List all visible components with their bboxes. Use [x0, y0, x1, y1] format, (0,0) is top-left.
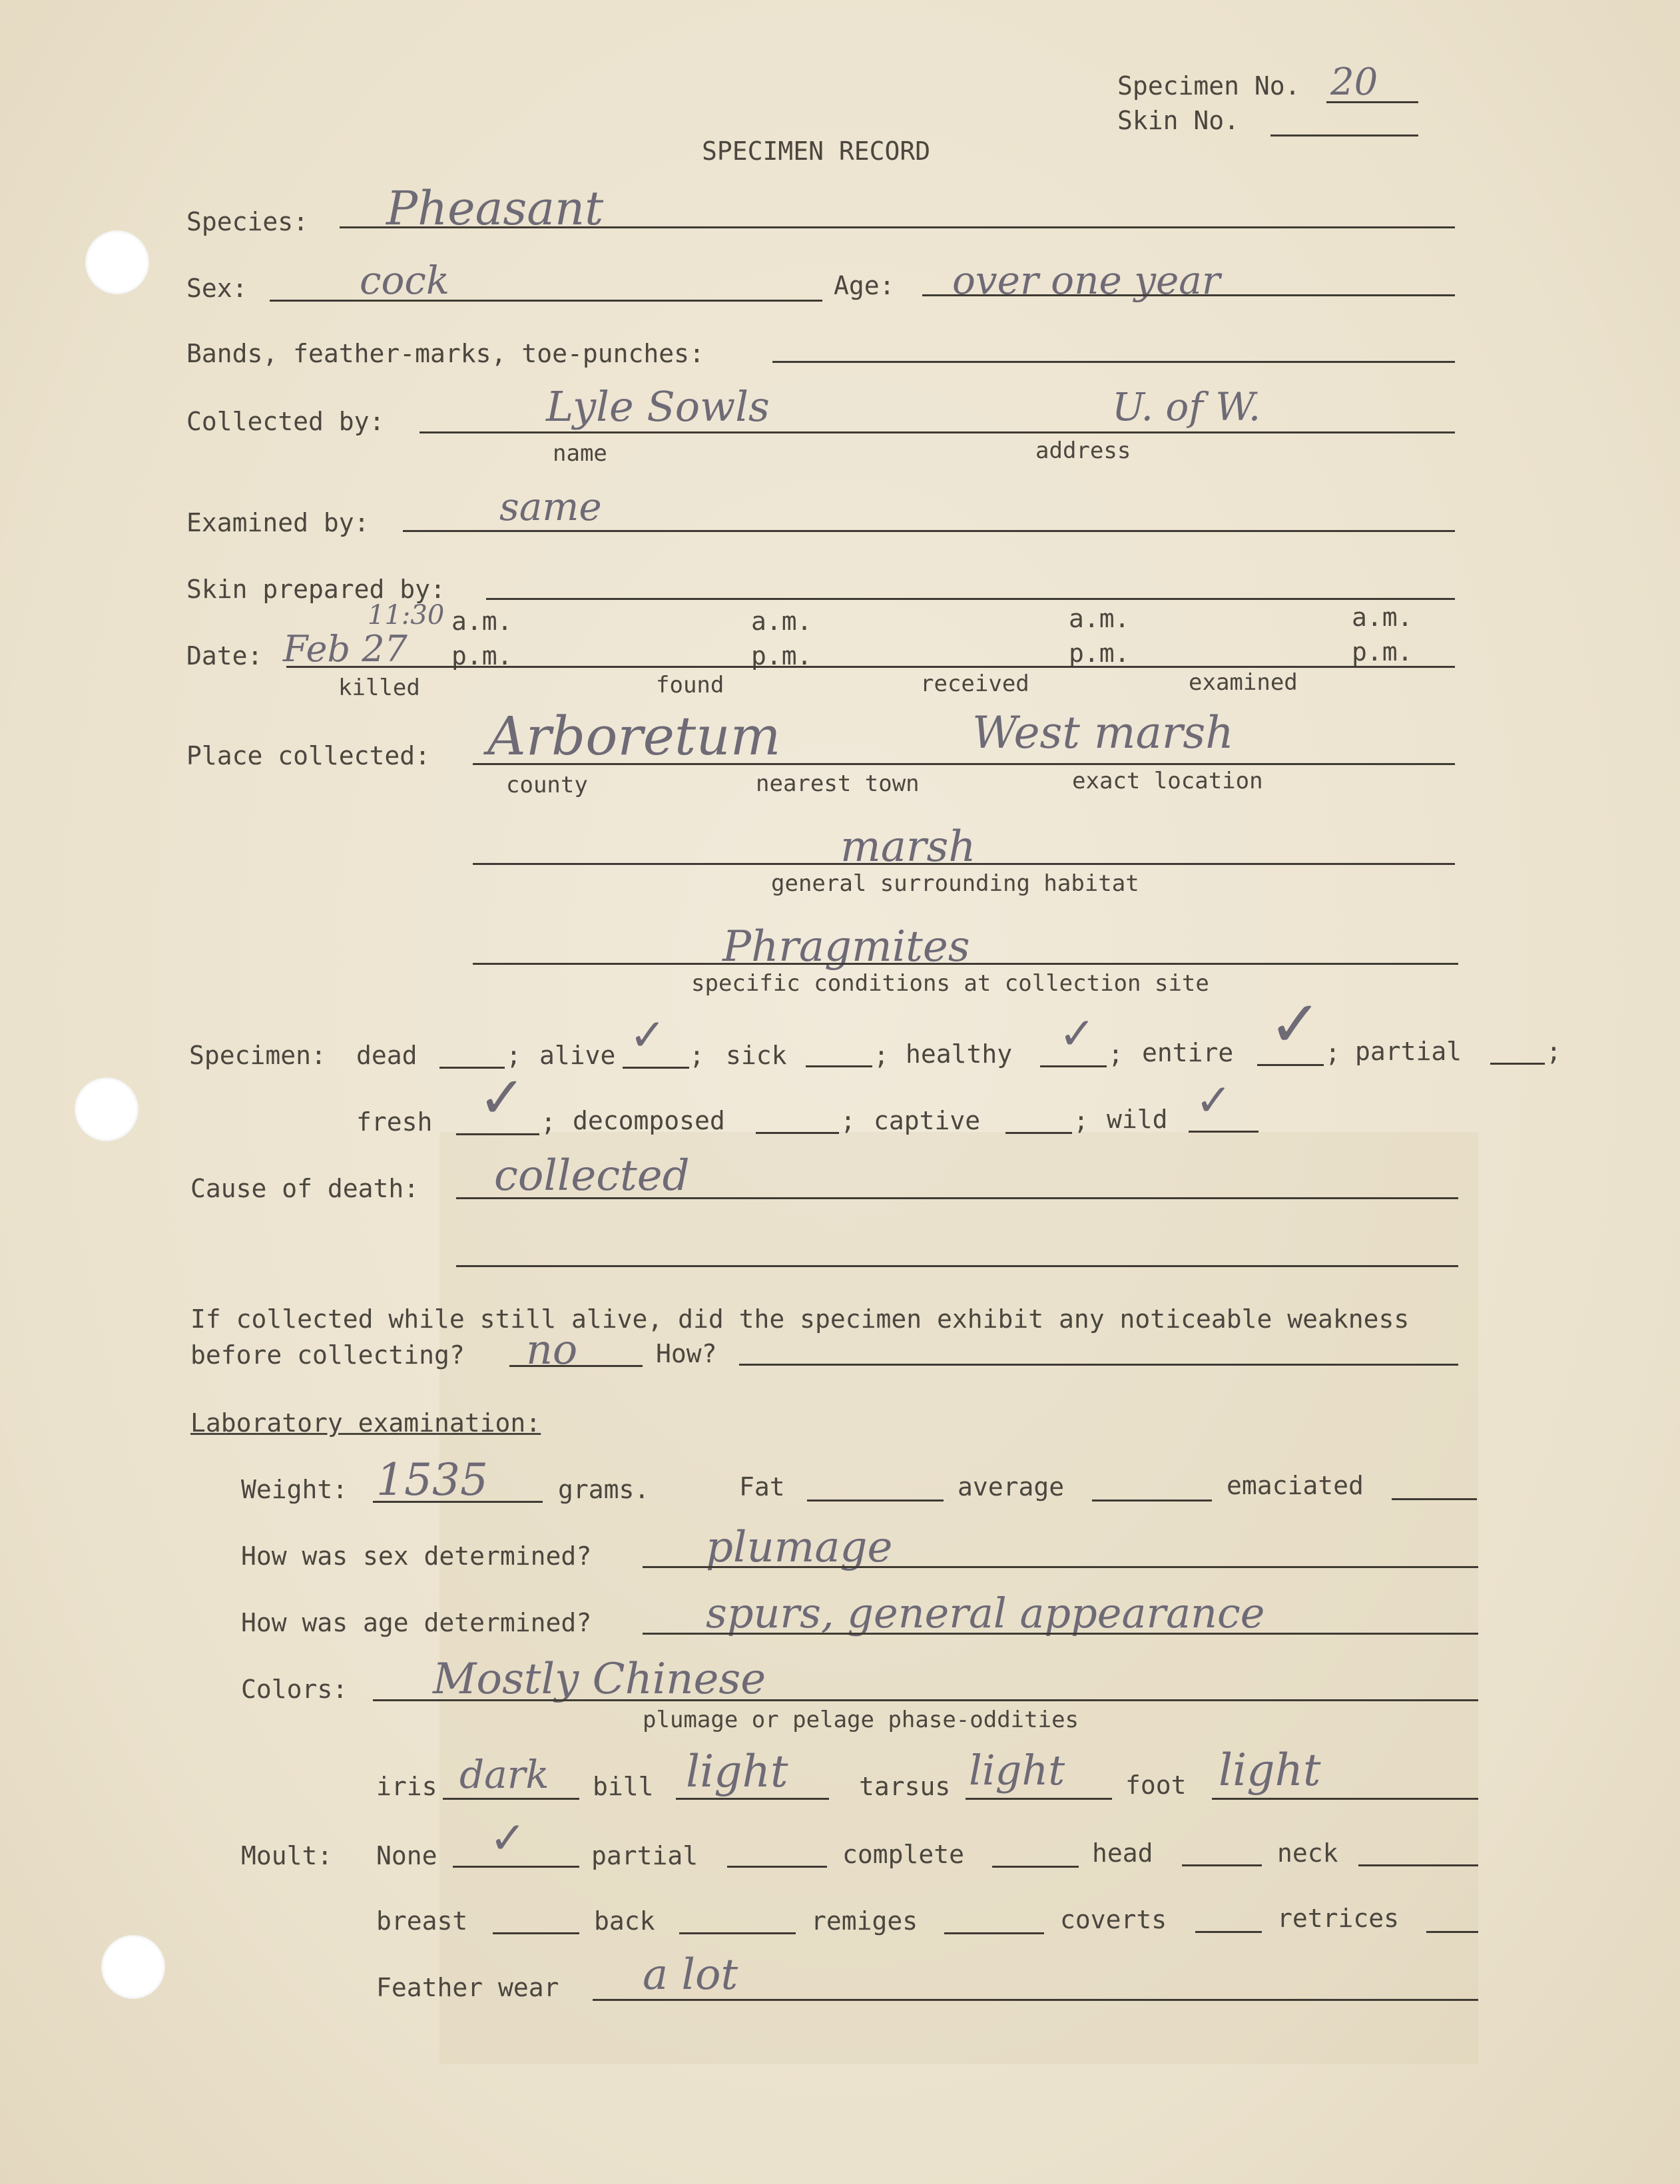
species-label: Species:: [186, 207, 309, 236]
skin-prepared-line: [486, 598, 1455, 600]
examined-caption: examined: [1189, 669, 1298, 696]
tarsus-label: tarsus: [859, 1772, 951, 1801]
examined-by-label: Examined by:: [186, 508, 370, 537]
sex-label: Sex:: [186, 274, 248, 303]
moult-label: Moult:: [241, 1841, 333, 1870]
colors-caption: plumage or pelage phase-oddities: [643, 1707, 1079, 1733]
moult-complete-label: complete: [842, 1840, 965, 1869]
feather-wear-line: [593, 1999, 1478, 2001]
age-line: [922, 294, 1455, 296]
am-label-4: a.m.: [1352, 603, 1413, 632]
sick-label: sick: [726, 1041, 787, 1070]
tarsus-line: [966, 1798, 1112, 1800]
am-label-2: a.m.: [751, 607, 812, 636]
skin-no-line: [1270, 135, 1418, 136]
collected-by-address: U. of W.: [1112, 384, 1261, 429]
specimen-record-sheet: Specimen No. 20 Skin No. SPECIMEN RECORD Species: Pheasant Sex: cock Age: over one year Bands, feather-marks, toe-punches: Collected by: Lyle Sowls U. of W. name address Examined by: same Skin prepared by: 11:30 a.m. a.m. a.m. a.m. Date: Feb 27 p.m. p.m. p.m. p.m. killed found received examined Place collected: Arboretum West marsh county nearest town exact location marsh general surrounding habitat Phragmites specific conditions at collection site Specimen: dead ; alive ✓ ; sick ; healthy ✓ ; entire ✓ ; partial ; fresh ✓ ; decomposed ; captive ; wild ✓ Cause of death: collected If collected while still alive, did the specimen exhibit any noticeable weakness before collecting? no How? Laboratory examination: Weight: 1535 grams. Fat average emaciated How was sex determined? plumage How was age determined? spurs, general appearance Colors: Mostly Chinese plumage or pelage phase-oddities iris dark bill light tarsus light foot light Moult: None ✓ partial complete head neck breast back remiges coverts retrices Feather wear a lot: [0, 0, 1680, 2184]
moult-neck-line: [1358, 1864, 1478, 1866]
how-label: How?: [656, 1339, 717, 1368]
moult-complete-line: [992, 1866, 1079, 1868]
emaciated-line: [1392, 1498, 1477, 1500]
time-value: 11:30: [368, 600, 445, 631]
how-line: [739, 1364, 1458, 1366]
wild-checkmark: ✓: [1195, 1075, 1233, 1126]
place-collected-label: Place collected:: [186, 741, 431, 770]
bands-label: Bands, feather-marks, toe-punches:: [186, 339, 704, 368]
dead-label: dead: [356, 1041, 418, 1070]
weight-label: Weight:: [241, 1475, 348, 1504]
conditions-line: [473, 963, 1458, 965]
specimen-label: Specimen:: [189, 1041, 326, 1070]
entire-label: entire: [1142, 1038, 1234, 1067]
moult-breast-line: [493, 1932, 579, 1934]
sick-line: [806, 1065, 872, 1067]
found-caption: found: [656, 672, 724, 698]
am-label-3: a.m.: [1069, 604, 1130, 633]
moult-head-label: head: [1092, 1838, 1153, 1868]
tarsus-value: light: [969, 1746, 1065, 1794]
sex-determined-value: plumage: [706, 1523, 893, 1572]
age-value: over one year: [952, 258, 1221, 303]
cause-of-death-line-2: [456, 1265, 1458, 1267]
captive-label: captive: [874, 1106, 981, 1135]
moult-retrices-label: retrices: [1277, 1904, 1400, 1933]
foot-line: [1212, 1798, 1478, 1800]
sex-determined-line: [643, 1566, 1478, 1568]
fresh-label: fresh: [356, 1107, 433, 1137]
lab-exam-heading: Laboratory examination:: [190, 1408, 541, 1438]
iris-label: iris: [376, 1772, 437, 1801]
punch-hole-middle: [75, 1077, 139, 1141]
entire-checkmark: ✓: [1268, 987, 1322, 1061]
collected-by-label: Collected by:: [186, 407, 385, 436]
weakness-answer-line: [509, 1365, 643, 1367]
entire-line: [1257, 1064, 1324, 1066]
weakness-question-line2: before collecting?: [190, 1340, 465, 1370]
moult-none-line: [453, 1866, 579, 1868]
killed-caption: killed: [338, 675, 420, 701]
decomposed-line: [756, 1132, 839, 1134]
date-label: Date:: [186, 641, 263, 671]
moult-back-line: [679, 1932, 796, 1934]
partial-line: [1490, 1063, 1545, 1065]
nearest-town-caption: nearest town: [756, 770, 920, 797]
pm-label-4: p.m.: [1352, 637, 1413, 667]
examined-by-value: same: [499, 484, 602, 529]
wild-line: [1189, 1131, 1259, 1133]
partial-label: partial: [1355, 1037, 1462, 1066]
alive-checkmark: ✓: [629, 1009, 667, 1061]
conditions-caption: specific conditions at collection site: [691, 970, 1209, 997]
moult-neck-label: neck: [1277, 1838, 1338, 1868]
colors-line: [373, 1699, 1478, 1701]
moult-partial-label: partial: [591, 1841, 699, 1870]
punch-hole-bottom: [101, 1935, 165, 1999]
examined-by-line: [403, 530, 1455, 532]
cause-of-death-value: collected: [494, 1151, 690, 1201]
healthy-label: healthy: [906, 1039, 1013, 1069]
age-determined-value: spurs, general appearance: [706, 1589, 1265, 1637]
am-label-1: a.m.: [451, 607, 513, 636]
cause-of-death-label: Cause of death:: [190, 1174, 420, 1203]
moult-partial-line: [727, 1866, 827, 1868]
alive-label: alive: [539, 1041, 616, 1070]
foot-value: light: [1219, 1745, 1321, 1796]
emaciated-label: emaciated: [1227, 1471, 1364, 1500]
age-determined-label: How was age determined?: [241, 1608, 592, 1637]
weakness-question-line1: If collected while still alive, did the specimen exhibit any noticeable weakness: [190, 1304, 1410, 1334]
sex-value: cock: [360, 258, 450, 303]
county-caption: county: [506, 772, 588, 798]
feather-wear-label: Feather wear: [376, 1973, 559, 2002]
skin-no-label: Skin No.: [1117, 106, 1240, 135]
exact-location-caption: exact location: [1072, 768, 1263, 794]
moult-none-checkmark: ✓: [489, 1812, 527, 1864]
skin-prepared-label: Skin prepared by:: [186, 575, 445, 604]
healthy-line: [1040, 1065, 1107, 1067]
fresh-checkmark: ✓: [478, 1065, 527, 1131]
moult-remiges-line: [944, 1932, 1044, 1934]
weight-value: 1535: [376, 1454, 488, 1505]
received-caption: received: [920, 671, 1029, 697]
species-value: Pheasant: [386, 181, 604, 236]
iris-value: dark: [459, 1752, 549, 1797]
fat-line: [807, 1500, 944, 1502]
county-value: Arboretum: [487, 705, 781, 767]
moult-back-label: back: [594, 1906, 655, 1936]
conditions-value: Phragmites: [722, 922, 970, 971]
pm-label-2: p.m.: [751, 641, 812, 671]
form-title: SPECIMEN RECORD: [702, 136, 931, 166]
bill-label: bill: [593, 1772, 654, 1801]
species-line: [340, 226, 1455, 228]
bands-line: [772, 361, 1455, 363]
moult-retrices-line: [1426, 1931, 1478, 1933]
decomposed-label: decomposed: [573, 1106, 725, 1135]
collected-by-line: [420, 431, 1455, 433]
bill-line: [676, 1798, 829, 1800]
bill-value: light: [686, 1746, 788, 1797]
wild-label: wild: [1107, 1105, 1168, 1134]
feather-wear-value: a lot: [643, 1950, 738, 2000]
pm-label-3: p.m.: [1069, 639, 1130, 668]
habitat-value: marsh: [840, 822, 976, 872]
moult-remiges-label: remiges: [811, 1906, 918, 1936]
moult-coverts-line: [1195, 1931, 1262, 1933]
captive-line: [1005, 1132, 1072, 1134]
date-value: Feb 27: [283, 628, 408, 670]
colors-value: Mostly Chinese: [433, 1655, 766, 1704]
fresh-line: [456, 1133, 539, 1135]
name-caption: name: [553, 440, 607, 467]
age-determined-line: [643, 1633, 1478, 1635]
moult-head-line: [1182, 1864, 1262, 1866]
place-collected-line: [473, 763, 1455, 765]
alive-line: [623, 1067, 689, 1069]
average-line: [1092, 1500, 1212, 1502]
age-label: Age:: [834, 271, 895, 300]
cause-of-death-line: [456, 1197, 1458, 1199]
sex-line: [270, 300, 822, 302]
specimen-no-label: Specimen No.: [1117, 71, 1300, 101]
moult-coverts-label: coverts: [1060, 1905, 1167, 1934]
punch-hole-top: [85, 230, 149, 294]
weakness-answer: no: [526, 1325, 578, 1374]
weight-line: [373, 1501, 543, 1503]
moult-none-label: None: [376, 1841, 437, 1870]
specimen-no-value: 20: [1330, 61, 1378, 104]
iris-line: [443, 1798, 579, 1800]
sex-determined-label: How was sex determined?: [241, 1541, 592, 1571]
date-line: [286, 666, 1455, 668]
exact-location-value: West marsh: [972, 707, 1234, 758]
address-caption: address: [1035, 437, 1131, 464]
specimen-no-line: [1326, 101, 1418, 103]
collected-by-name: Lyle Sowls: [546, 382, 770, 431]
habitat-line: [473, 863, 1455, 865]
average-label: average: [958, 1472, 1065, 1502]
healthy-checkmark: ✓: [1059, 1008, 1096, 1059]
moult-breast-label: breast: [376, 1906, 468, 1936]
colors-label: Colors:: [241, 1675, 348, 1704]
habitat-caption: general surrounding habitat: [771, 870, 1139, 897]
foot-label: foot: [1125, 1771, 1187, 1800]
grams-label: grams.: [558, 1475, 650, 1504]
fat-label: Fat: [739, 1472, 785, 1502]
pm-label-1: p.m.: [451, 641, 513, 671]
